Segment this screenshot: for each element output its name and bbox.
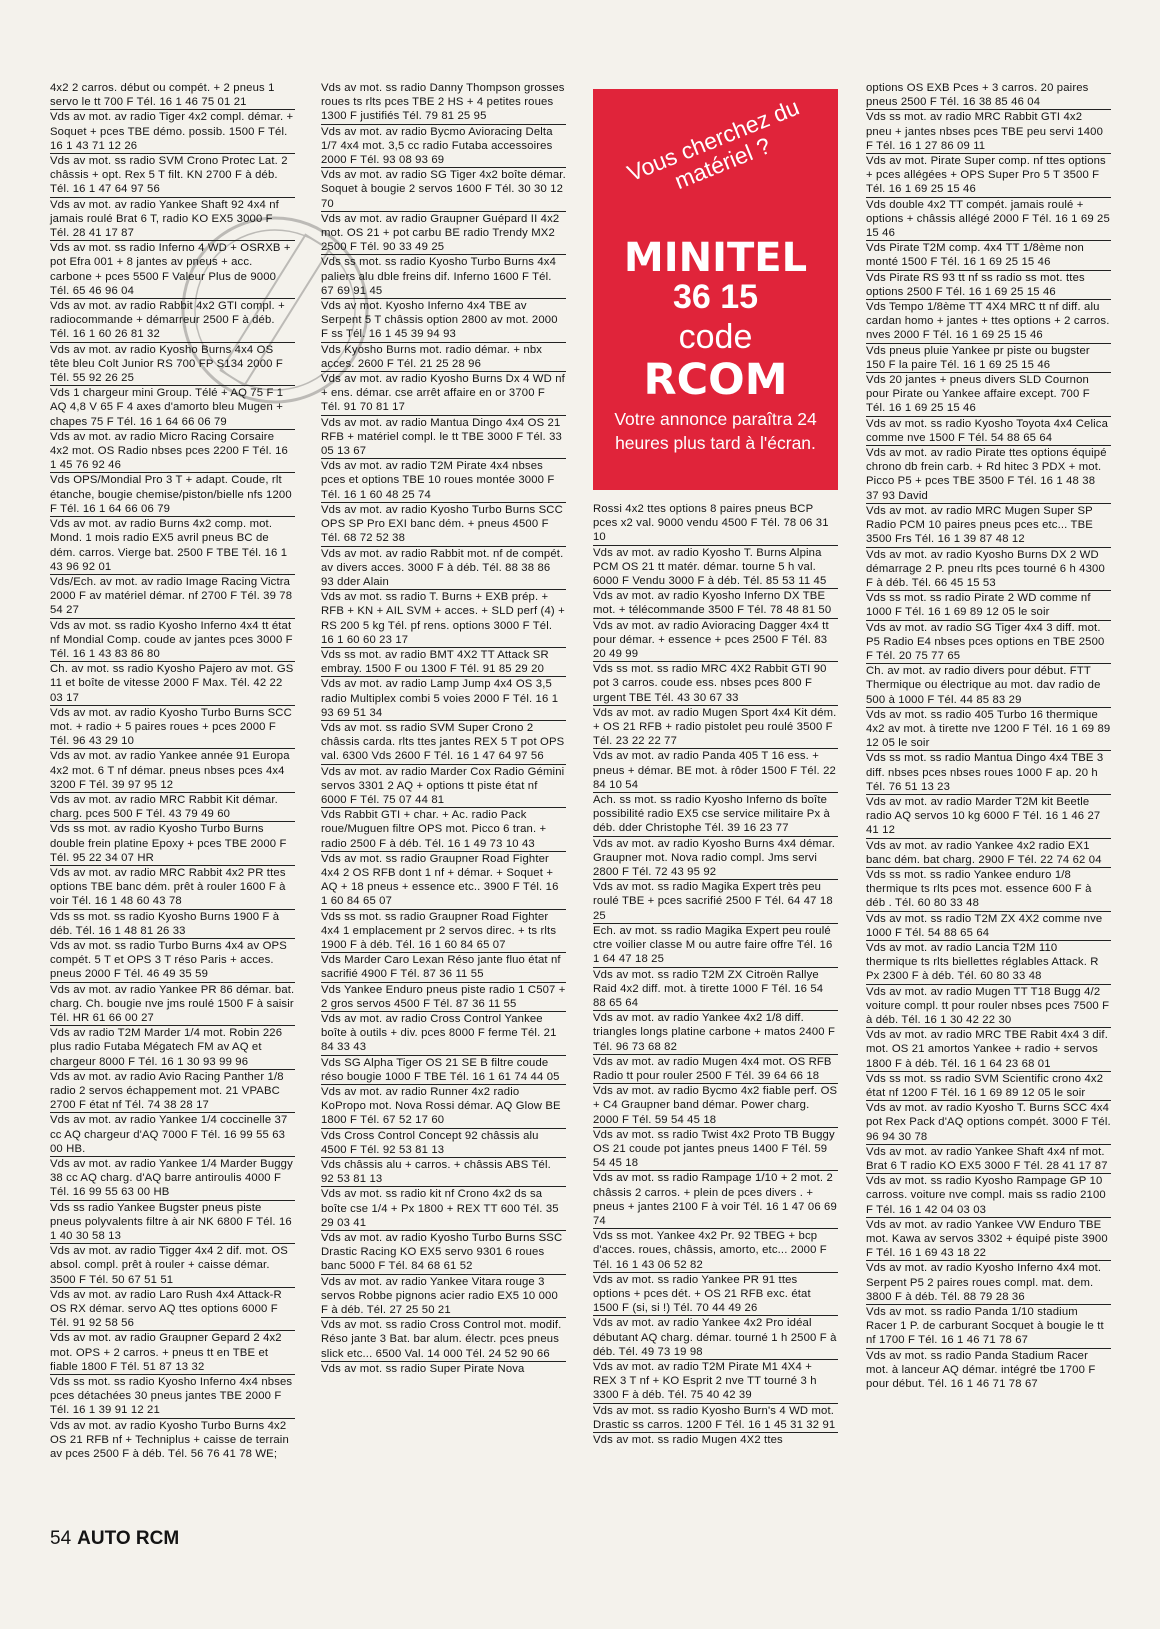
classified-ad: Vds av mot. av radio Yankee 4x2 radio EX1 banc dém. bat charg. 2900 F Tél. 22 74 62 04: [866, 839, 1111, 868]
classified-ad: Vds ss mot. ss radio Mantua Dingo 4x4 TBE 3 diff. nbses pces nbses roues 1000 F ap. 20 h Tél. 76 51 13 23: [866, 751, 1111, 795]
classified-ad: Vds av mot. ss radio Inferno 4 WD + OSRXB + pot Efra 001 + 8 jantes av pneus + acc. carbone + pces 5500 F Valeur Plus de 9000 Tél. 65 46 96 04: [50, 241, 295, 299]
classified-ad: Vds SG Alpha Tiger OS 21 SE B filtre coude réso bougie 1000 F TBE Tél. 16 1 61 74 44 05: [321, 1056, 566, 1085]
classified-ad: Vds av mot. av radio Yankee Shaft 92 4x4 nf jamais roulé Brat 6 T, radio KO EX5 3000 F Tél. 28 41 17 87: [50, 198, 295, 242]
magazine-name: AUTO RCM: [77, 1528, 180, 1549]
classified-ad: Vds av mot. av radio Yankee 1/4 coccinelle 37 cc AQ chargeur d'AQ 7000 F Tél. 16 99 55 63 00 HB.: [50, 1113, 295, 1157]
classified-ad: Vds av mot. av radio Mantua Dingo 4x4 OS 21 RFB + matériel compl. le tt TBE 3000 F Tél. 33 05 13 67: [321, 416, 566, 460]
classified-ad: Vds av mot. av radio T2M Pirate 4x4 nbses pces et options TBE 10 roues montée 3000 F Tél. 16 1 60 48 25 74: [321, 459, 566, 503]
classified-ad: Vds av mot. av radio Lamp Jump 4x4 OS 3,5 radio Multiplex combi 5 voies 2000 F Tél. 16 1 93 69 51 34: [321, 677, 566, 721]
classified-ad: Vds ss mot. av radio MRC Rabbit GTI 4x2 pneu + jantes nbses pces TBE peu servi 1400 F Tél. 16 1 27 86 09 11: [866, 110, 1111, 154]
classified-ad: Vds av mot. ss radio Kyosho Burn's 4 WD mot. Drastic ss carros. 1200 F Tél. 16 1 45 31 32 91: [593, 1404, 838, 1433]
classified-ad: Vds av mot. av radio Panda 405 T 16 ess. + pneus + démar. BE mot. à rôder 1500 F Tél. 22 84 10 54: [593, 749, 838, 793]
classified-ad: Vds pneus pluie Yankee pr piste ou bugster 150 F la paire Tél. 16 1 69 25 15 46: [866, 344, 1111, 373]
classified-ad: Vds 1 chargeur mini Group. Télé + AQ 75 F 1 AQ 4,8 V 65 F 4 axes d'amorto bleu Mugen + chapes 75 F Tél. 16 1 64 66 06 79: [50, 386, 295, 430]
classified-ad: Vds av mot. av radio Kyosho Turbo Burns SCC OPS SP Pro EXI banc dém. + pneus 4500 F Tél. 68 72 52 38: [321, 503, 566, 547]
classified-ad: Vds av mot. av radio Bycmo 4x2 fiable perf. OS + C4 Graupner band démar. Power charg. 2000 F Tél. 59 54 45 18: [593, 1084, 838, 1128]
page-number: 54: [50, 1528, 72, 1549]
classified-ad: Vds av mot. av radio Yankee PR 86 démar. bat. charg. Ch. bougie nve jms roulé 1500 F à saisir Tél. HR 61 66 00 27: [50, 983, 295, 1027]
classified-ad: Vds av mot. ss radio SVM Super Crono 2 châssis carda. rlts ttes jantes REX 5 T pot OPS val. 6300 Vds 2600 F Tél. 16 1 47 64 97 56: [321, 721, 566, 765]
classified-ad: Vds av mot. av radio Bycmo Avioracing Delta 1/7 4x4 mot. 3,5 cc radio Futaba accessoires 2000 F Tél. 93 08 93 69: [321, 125, 566, 169]
classified-ad: Vds av mot. ss radio Mugen 4X2 ttes: [593, 1434, 783, 1446]
classified-ad: Vds av mot. av radio Kyosho Inferno DX TBE mot. + télécommande 3500 F Tél. 78 48 81 50: [593, 589, 838, 618]
classified-ad: Vds av mot. ss radio Panda Stadium Racer mot. à lanceur AQ démar. intégré tbe 1700 F pour début. Tél. 16 1 46 71 78 67: [866, 1349, 1096, 1391]
classified-ad: Vds 20 jantes + pneus divers SLD Cournon pour Pirate ou Yankee affaire except. 700 F Tél. 16 1 69 25 15 46: [866, 373, 1111, 417]
classified-ad: Vds av mot. ss radio Super Pirate Nova: [321, 1362, 525, 1375]
classified-ad: Vds Cross Control Concept 92 châssis alu 4500 F Tél. 92 53 81 13: [321, 1129, 566, 1158]
classified-ad: Vds av mot. ss radio Cross Control mot. modif. Réso jante 3 Bat. bar alum. électr. pces pneus slick etc... 6500 Val. 14 000 Tél. 24 52 90 66: [321, 1318, 566, 1362]
classified-ad: Vds av mot. ss radio Graupner Road Fighter 4x4 2 OS RFB dont 1 nf + démar. + Soquet + AQ + 18 pneus + essence etc.. 3900 F Tél. 16 1 60 84 65 07: [321, 852, 566, 910]
classified-ad: 4x2 2 carros. début ou compét. + 2 pneus 1 servo le tt 700 F Tél. 16 1 46 75 01 21: [50, 81, 295, 110]
classified-ad: Vds ss mot. av radio Kyosho Turbo Burns double frein platine Epoxy + pces TBE 2000 F Tél. 95 22 34 07 HR: [50, 822, 295, 866]
classified-ad: Vds Marder Caro Lexan Réso jante fluo état nf sacrifié 4900 F Tél. 87 36 11 55: [321, 953, 566, 982]
classified-ad: options OS EXB Pces + 3 carros. 20 paires pneus 2500 F Tél. 16 38 85 46 04: [866, 81, 1111, 110]
classified-ad: Vds av mot. av radio Avio Racing Panther 1/8 radio 2 servos échappement mot. 21 VPABC 2700 F état nf Tél. 74 38 28 17: [50, 1070, 295, 1114]
promo-code-word: code: [678, 318, 753, 356]
classified-column-2: [321, 81, 566, 1376]
classified-ad: Vds Tempo 1/8ème TT 4X4 MRC tt nf diff. alu cardan homo + jantes + ttes options + 2 carros. nves 2000 F Tél. 16 1 69 25 15 46: [866, 300, 1111, 344]
minitel-ad-box: [593, 89, 838, 490]
classified-ad: Vds ss mot. ss radio Graupner Road Fighter 4x4 1 emplacement pr 2 servos direc. + ts rlts 1900 F à déb. Tél. 16 1 60 84 65 07: [321, 910, 566, 954]
classified-ad: Vds av mot. av radio Mugen Sport 4x4 Kit dém. + OS 21 RFB + radio pistolet peu roulé 3500 F Tél. 23 22 22 77: [593, 706, 838, 750]
classified-ad: Vds ss radio Yankee Bugster pneus piste pneus polyvalents filtre à air NK 6800 F Tél. 16 1 40 30 58 13: [50, 1201, 295, 1245]
classified-ad: Vds av mot. av radio Laro Rush 4x4 Attack-R OS RX démar. servo AQ ttes options 6000 F Tél. 91 92 58 56: [50, 1288, 295, 1332]
classified-ad: Vds av mot. av radio MRC Rabbit Kit démar. charg. pces 500 F Tél. 43 79 49 60: [50, 793, 295, 822]
classified-column-3: [593, 502, 838, 1447]
classified-ad: Vds ss mot. Yankee 4x2 Pr. 92 TBEG + bcp d'acces. roues, châssis, amorto, etc... 2000 F Tél. 16 1 43 06 52 82: [593, 1229, 838, 1273]
classified-ad: Vds av mot. ss radio Turbo Burns 4x4 av OPS compét. 5 T et OPS 3 T réso Paris + acces. pneus 2000 F Tél. 46 49 35 59: [50, 939, 295, 983]
classified-ad: Vds ss mot. ss radio Yankee enduro 1/8 thermique ts rlts pces mot. essence 600 F à déb . Tél. 60 80 33 48: [866, 868, 1111, 912]
classified-ad: Vds av mot. av radio Lancia T2M 110 thermique ts rlts biellettes réglables Attack. R Px 2300 F à déb. Tél. 60 80 33 48: [866, 941, 1111, 985]
classified-ad: Vds av mot. ss radio SVM Crono Protec Lat. 2 châssis + opt. Rex 5 T filt. KN 2700 F à déb. Tél. 16 1 47 64 97 56: [50, 154, 295, 198]
classified-ad: Vds double 4x2 TT compét. jamais roulé + options + châssis allégé 2000 F Tél. 16 1 69 25 15 46: [866, 198, 1111, 242]
promo-hook: Vous cherchez du matériel ?: [623, 93, 803, 195]
classified-ad: Vds av mot. ss radio Rampage 1/10 + 2 mot. 2 châssis 2 carros. + plein de pces divers . + pneus + jantes 2100 F à voir Tél. 16 1 47 06 69 74: [593, 1171, 838, 1229]
classified-ad: Vds OPS/Mondial Pro 3 T + adapt. Coude, rlt étanche, bougie chemise/piston/bielle nfs 1200 F Tél. 16 1 64 66 06 79: [50, 473, 295, 517]
classified-ad: Vds av mot. av radio Yankee Shaft 4x4 nf mot. Brat 6 T radio KO EX5 3000 F Tél. 28 41 17 87: [866, 1145, 1111, 1174]
classified-ad: Vds av mot. ss radio Panda 1/10 stadium Racer 1 P. de carburant Socquet à bougie le tt nf 1700 F Tél. 16 1 46 71 78 67: [866, 1305, 1111, 1349]
promo-brand: RCOM: [643, 355, 788, 405]
classified-ad: Vds av radio T2M Marder 1/4 mot. Robin 226 plus radio Futaba Mégatech FM av AQ et chargeur 8000 F Tél. 16 1 30 93 99 96: [50, 1026, 295, 1070]
classified-ad: Vds av mot. av radio Kyosho T. Burns Alpina PCM OS 21 tt matér. démar. tourne 5 h val. 6000 F Vendu 3000 F à déb. Tél. 85 53 11 45: [593, 546, 838, 590]
classified-ad: Vds ss mot. ss radio Kyosho Turbo Burns 4x4 paliers alu dble freins dif. Inferno 1600 F Tél. 67 69 91 45: [321, 255, 566, 299]
classified-ad: Vds av mot. av radio Burns 4x2 comp. mot. Mond. 1 mois radio EX5 avril pneus BC de dém. carros. Vierge bat. 2500 F TBE Tél. 16 1 43 96 92 01: [50, 517, 295, 575]
classified-ad: Vds av mot. av radio Graupner Gepard 2 4x2 mot. OPS + 2 carros. + pneus tt en TBE et fiable 1800 F Tél. 51 87 13 32: [50, 1331, 295, 1375]
classified-ad: Vds av mot. av radio Tigger 4x4 2 dif. mot. OS absol. compl. prêt à rouler + caisse démar. 3500 F Tél. 50 67 51 51: [50, 1244, 295, 1288]
classified-ad: Vds av mot. ss radio kit nf Crono 4x2 ds sa boîte cse 1/4 + Px 1800 + REX TT 600 Tél. 35 29 03 41: [321, 1187, 566, 1231]
classified-ad: Vds av mot. av radio Mugen 4x4 mot. OS RFB Radio tt pour rouler 2500 F Tél. 39 64 66 18: [593, 1055, 838, 1084]
classified-ad: Vds av mot. av radio Tiger 4x2 compl. démar. + Soquet + pces TBE démo. possib. 1500 F Tél. 16 1 43 71 12 26: [50, 110, 295, 154]
classified-ad: Vds Pirate RS 93 tt nf ss radio ss mot. ttes options 2500 F Tél. 16 1 69 25 15 46: [866, 271, 1111, 300]
classified-ad: Vds châssis alu + carros. + châssis ABS Tél. 92 53 81 13: [321, 1158, 566, 1187]
classified-ad: Vds ss mot. ss radio Kyosho Burns 1900 F à déb. Tél. 16 1 48 81 26 33: [50, 910, 295, 939]
classified-ad: Vds av mot. av radio Cross Control Yankee boîte à outils + div. pces 8000 F ferme Tél. 21 84 33 43: [321, 1012, 566, 1056]
classified-ad: Vds av mot. av radio Mugen TT T18 Bugg 4/2 voiture compl. tt pour rouler nbses pces 7500 F à déb. Tél. 16 1 30 42 22 30: [866, 985, 1111, 1029]
classified-ad: Vds av mot. ss radio Danny Thompson grosses roues ts rlts pces TBE 2 HS + 4 petites roues 1300 F justifiés Tél. 79 81 25 95: [321, 81, 566, 125]
classified-ad: Ch. av mot. av radio divers pour début. FTT Thermique ou électrique au mot. dav radio de 500 à 1000 F Tél. 44 85 83 29: [866, 664, 1111, 708]
classified-ad: Vds ss mot. ss radio Kyosho Inferno 4x4 nbses pces détachées 30 pneus jantes TBE 2000 F Tél. 16 1 39 91 12 21: [50, 1375, 295, 1419]
classified-ad: Vds av mot. av radio SG Tiger 4x2 boîte démar. Soquet à bougie 2 servos 1600 F Tél. 30 30 12 70: [321, 168, 566, 212]
classified-ad: Vds av mot. av radio Runner 4x2 radio KoPropo mot. Nova Rossi démar. AQ Glow BE 1800 F Tél. 67 52 17 60: [321, 1085, 566, 1129]
classified-ad: Vds/Ech. av mot. av radio Image Racing Victra 2000 F av matériel démar. nf 2700 F Tél. 39 78 54 27: [50, 575, 295, 619]
page-footer: [50, 1528, 179, 1550]
promo-service-name: MINITEL: [623, 235, 808, 281]
classified-ad: Vds av mot. av radio Kyosho Burns 4x4 démar. Graupner mot. Nova radio compl. Jms servi 2800 F Tél. 72 43 95 92: [593, 837, 838, 881]
classified-column-4: [866, 81, 1111, 1391]
classified-ad: Vds av mot. Kyosho Inferno 4x4 TBE av Serpent 5 T châssis option 2800 av mot. 2000 F ss Tél. 16 1 45 39 94 93: [321, 299, 566, 343]
classified-column-1: [50, 81, 295, 1461]
classified-ad: Vds av mot. ss radio Yankee PR 91 ttes options + pces dét. + OS 21 RFB exc. état 1500 F (si, si !) Tél. 70 44 49 26: [593, 1273, 838, 1317]
classified-ad: Vds av mot. av radio Yankee année 91 Europa 4x2 mot. 6 T nf démar. pneus nbses pces 4x4 3200 F Tél. 39 97 95 12: [50, 749, 295, 793]
classified-ad: Vds av mot. ss radio T2M ZX Citroën Rallye Raid 4x2 diff. mot. à tirette 1000 F Tél. 16 54 88 65 64: [593, 968, 838, 1012]
classified-ad: Vds av mot. av radio Kyosho Turbo Burns SSC Drastic Racing KO EX5 servo 9301 6 roues banc 5000 F Tél. 84 68 61 52: [321, 1231, 566, 1275]
classified-ad: Vds av mot. ss radio Kyosho Rampage GP 10 carross. voiture nve compl. mais ss radio 2100 F Tél. 16 1 42 04 03 03: [866, 1174, 1111, 1218]
classified-ad: Vds Kyosho Burns mot. radio démar. + nbx acces. 2600 F Tél. 21 25 28 96: [321, 343, 566, 372]
classified-ad: Vds av mot. av radio Kyosho Inferno 4x4 mot. Serpent P5 2 paires roues compl. mat. dem. 3800 F à déb. Tél. 88 79 28 36: [866, 1261, 1111, 1305]
classified-ad: Vds av mot. av radio SG Tiger 4x4 3 diff. mot. P5 Radio E4 nbses pces options en TBE 2500 F Tél. 20 75 77 65: [866, 621, 1111, 665]
classified-ad: Vds av mot. ss radio T2M ZX 4X2 comme nve 1000 F Tél. 54 88 65 64: [866, 912, 1111, 941]
classified-ad: Ech. av mot. ss radio Magika Expert peu roulé ctre voilier classe M ou autre faire offre Tél. 16 1 64 47 18 25: [593, 924, 838, 968]
classified-ad: Vds av mot. Pirate Super comp. nf ttes options + pces allégées + OPS Super Pro 5 T 3500 F Tél. 16 1 69 25 15 46: [866, 154, 1111, 198]
classified-ad: Vds Pirate T2M comp. 4x4 TT 1/8ème non monté 1500 F Tél. 16 1 69 25 15 46: [866, 241, 1111, 270]
classified-ad: Vds ss mot. ss radio SVM Scientific crono 4x2 état nf 1200 F Tél. 16 1 69 89 12 05 le soir: [866, 1072, 1111, 1101]
classified-ad: Vds av mot. av radio Kyosho T. Burns SCC 4x4 pot Rex Pack d'AQ options compét. 3000 F Tél. 96 94 30 78: [866, 1101, 1111, 1145]
classified-ad: Vds av mot. av radio Kyosho Turbo Burns SCC mot. + radio + 5 paires roues + pces 2000 F Tél. 96 43 29 10: [50, 706, 295, 750]
classified-ad: Vds av mot. av radio MRC Mugen Super SP Radio PCM 10 paires pneus pces etc... TBE 3500 Frs Tél. 16 1 39 87 48 12: [866, 504, 1111, 548]
classified-ad: Vds ss mot. ss radio MRC 4X2 Rabbit GTI 90 pot 3 carros. coude ess. nbses pces 800 F urgent TBE Tél. 43 30 67 33: [593, 662, 838, 706]
classified-ad: Vds av mot. av radio Yankee Vitara rouge 3 servos Robbe pignons acier radio EX5 10 000 F à déb. Tél. 27 25 50 21: [321, 1275, 566, 1319]
classified-ad: Vds av mot. av radio Avioracing Dagger 4x4 tt pour démar. + essence + pces 2500 F Tél. 83 20 49 99: [593, 619, 838, 663]
classified-ad: Vds av mot. av radio Yankee 4x2 Pro idéal débutant AQ charg. démar. tourné 1 h 2500 F à déb. Tél. 49 73 19 98: [593, 1316, 838, 1360]
classified-ad: Vds av mot. av radio Kyosho Burns DX 2 WD démarrage 2 P. pneu rlts pces tourné 6 h 4300 F à déb. Tél. 66 45 15 53: [866, 548, 1111, 592]
classified-ad: Vds av mot. av radio MRC TBE Rabit 4x4 3 dif. mot. OS 21 amortos Yankee + radio + servos 1800 F à déb. Tél. 16 1 64 23 68 01: [866, 1028, 1111, 1072]
classified-ad: Vds av mot. av radio Micro Racing Corsaire 4x2 mot. OS Radio nbses pces 2200 F Tél. 16 1 45 76 92 46: [50, 430, 295, 474]
classified-ad: Vds av mot. ss radio T. Burns + EXB prép. + RFB + KN + AIL SVM + acces. + SLD perf (4) + RS 200 5 kg Tél. pf rens. options 3000 F Tél. 16 1 60 60 23 17: [321, 590, 566, 648]
classified-ad: Vds av mot. ss radio Kyosho Inferno 4x4 tt état nf Mondial Comp. coude av jantes pces 3000 F Tél. 16 1 43 83 86 80: [50, 619, 295, 663]
classified-ad: Vds av mot. av radio Marder T2M kit Beetle radio AQ servos 10 kg 6000 F Tél. 16 1 46 27 41 12: [866, 795, 1111, 839]
classified-ad: Ch. av mot. ss radio Kyosho Pajero av mot. GS 11 et boîte de vitesse 2000 F Max. Tél. 42 22 03 17: [50, 662, 295, 706]
classified-ad: Rossi 4x2 ttes options 8 paires pneus BCP pces x2 val. 9000 vendu 4500 F Tél. 78 06 31 10: [593, 502, 838, 546]
classified-ad: Vds av mot. ss radio Twist 4x2 Proto TB Buggy OS 21 coude pot jantes pneus 1400 F Tél. 59 54 45 18: [593, 1128, 838, 1172]
classified-ad: Vds av mot. av radio Yankee 1/4 Marder Buggy 38 cc AQ charg. d'AQ barre antiroulis 4000 F Tél. 16 99 55 63 00 HB: [50, 1157, 295, 1201]
classified-ad: Vds av mot. ss radio 405 Turbo 16 thermique 4x2 av mot. à tirette nve 1200 F Tél. 16 1 69 89 12 05 le soir: [866, 708, 1111, 752]
classified-ad: Vds av mot. av radio Graupner Guépard II 4x2 mot. OS 21 + pot carbu BE radio Trendy MX2 2500 F Tél. 90 33 49 25: [321, 212, 566, 256]
classified-ad: Vds ss mot. av radio BMT 4X2 TT Attack SR embray. 1500 F ou 1300 F Tél. 91 85 29 20: [321, 648, 566, 677]
classified-ad: Vds av mot. av radio Yankee VW Enduro TBE mot. Kawa av servos 3302 + équipé piste 3900 F Tél. 16 1 69 43 18 22: [866, 1218, 1111, 1262]
classified-ad: Ach. ss mot. ss radio Kyosho Inferno ds boîte possibilité radio EX5 cse service militaire Px à déb. dder Christophe Tél. 39 16 23 77: [593, 793, 838, 837]
classified-ad: Vds av mot. av radio Pirate ttes options équipé chrono db frein carb. + Rd hitec 3 PDX + mot. Picco P5 + pces TBE 3500 F Tél. 16 1 48 38 37 93 David: [866, 446, 1111, 504]
classified-ad: Vds av mot. ss radio Kyosho Toyota 4x4 Celica comme nve 1500 F Tél. 54 88 65 64: [866, 417, 1111, 446]
classified-ad: Vds av mot. av radio Rabbit mot. nf de compét. av divers acces. 3000 F à déb. Tél. 88 38 86 93 dder Alain: [321, 547, 566, 591]
classified-ad: Vds ss mot. ss radio Pirate 2 WD comme nf 1000 F Tél. 16 1 69 89 12 05 le soir: [866, 591, 1111, 620]
classified-ad: Vds av mot. av radio MRC Rabbit 4x2 PR ttes options TBE banc dém. prêt à rouler 1600 F à voir Tél. 16 1 48 60 43 78: [50, 866, 295, 910]
classified-ad: Vds av mot. av radio T2M Pirate M1 4X4 + REX 3 T nf + KO Esprit 2 nve TT tourné 3 h 3300 F à déb. Tél. 75 40 42 39: [593, 1360, 838, 1404]
classified-ad: Vds av mot. av radio Kyosho Burns 4x4 OS tête bleu Colt Junior RS 700 FP S134 2000 F Tél. 55 92 26 25: [50, 343, 295, 387]
classified-ad: Vds av mot. av radio Kyosho Burns Dx 4 WD nf + ens. démar. cse arrêt affaire en or 3700 F Tél. 91 70 81 17: [321, 372, 566, 416]
classified-ad: Vds Rabbit GTI + char. + Ac. radio Pack roue/Muguen filtre OPS mot. Picco 6 tran. + radio 2500 F à déb. Tél. 16 1 49 73 10 43: [321, 808, 566, 852]
promo-code-number: 36 15: [672, 278, 759, 316]
classified-ad: Vds Yankee Enduro pneus piste radio 1 C507 + 2 gros servos 4500 F Tél. 87 36 11 55: [321, 983, 566, 1012]
classified-ad: Vds av mot. av radio Rabbit 4x2 GTI compl. + radiocommande + démarreur 2500 F à déb. Tél. 16 1 60 26 81 32: [50, 299, 295, 343]
classified-ad: Vds av mot. av radio Kyosho Turbo Burns 4x2 OS 21 RFB nf + Techniplus + caisse de terrain av pces 2500 F à déb. Tél. 56 76 41 78 WE;: [50, 1419, 289, 1461]
classified-ad: Vds av mot. ss radio Magika Expert très peu roulé TBE + pces sacrifié 2500 F Tél. 64 47 18 25: [593, 880, 838, 924]
classified-ad: Vds av mot. av radio Yankee 4x2 1/8 diff. triangles longs platine carbone + matos 2400 F Tél. 96 73 68 82: [593, 1011, 838, 1055]
promo-note: Votre annonce paraîtra 24 heures plus tard à l'écran.: [614, 409, 817, 453]
classified-ad: Vds av mot. av radio Marder Cox Radio Gémini servos 3301 2 AQ + options tt piste état nf 6000 F Tél. 75 07 44 81: [321, 765, 566, 809]
